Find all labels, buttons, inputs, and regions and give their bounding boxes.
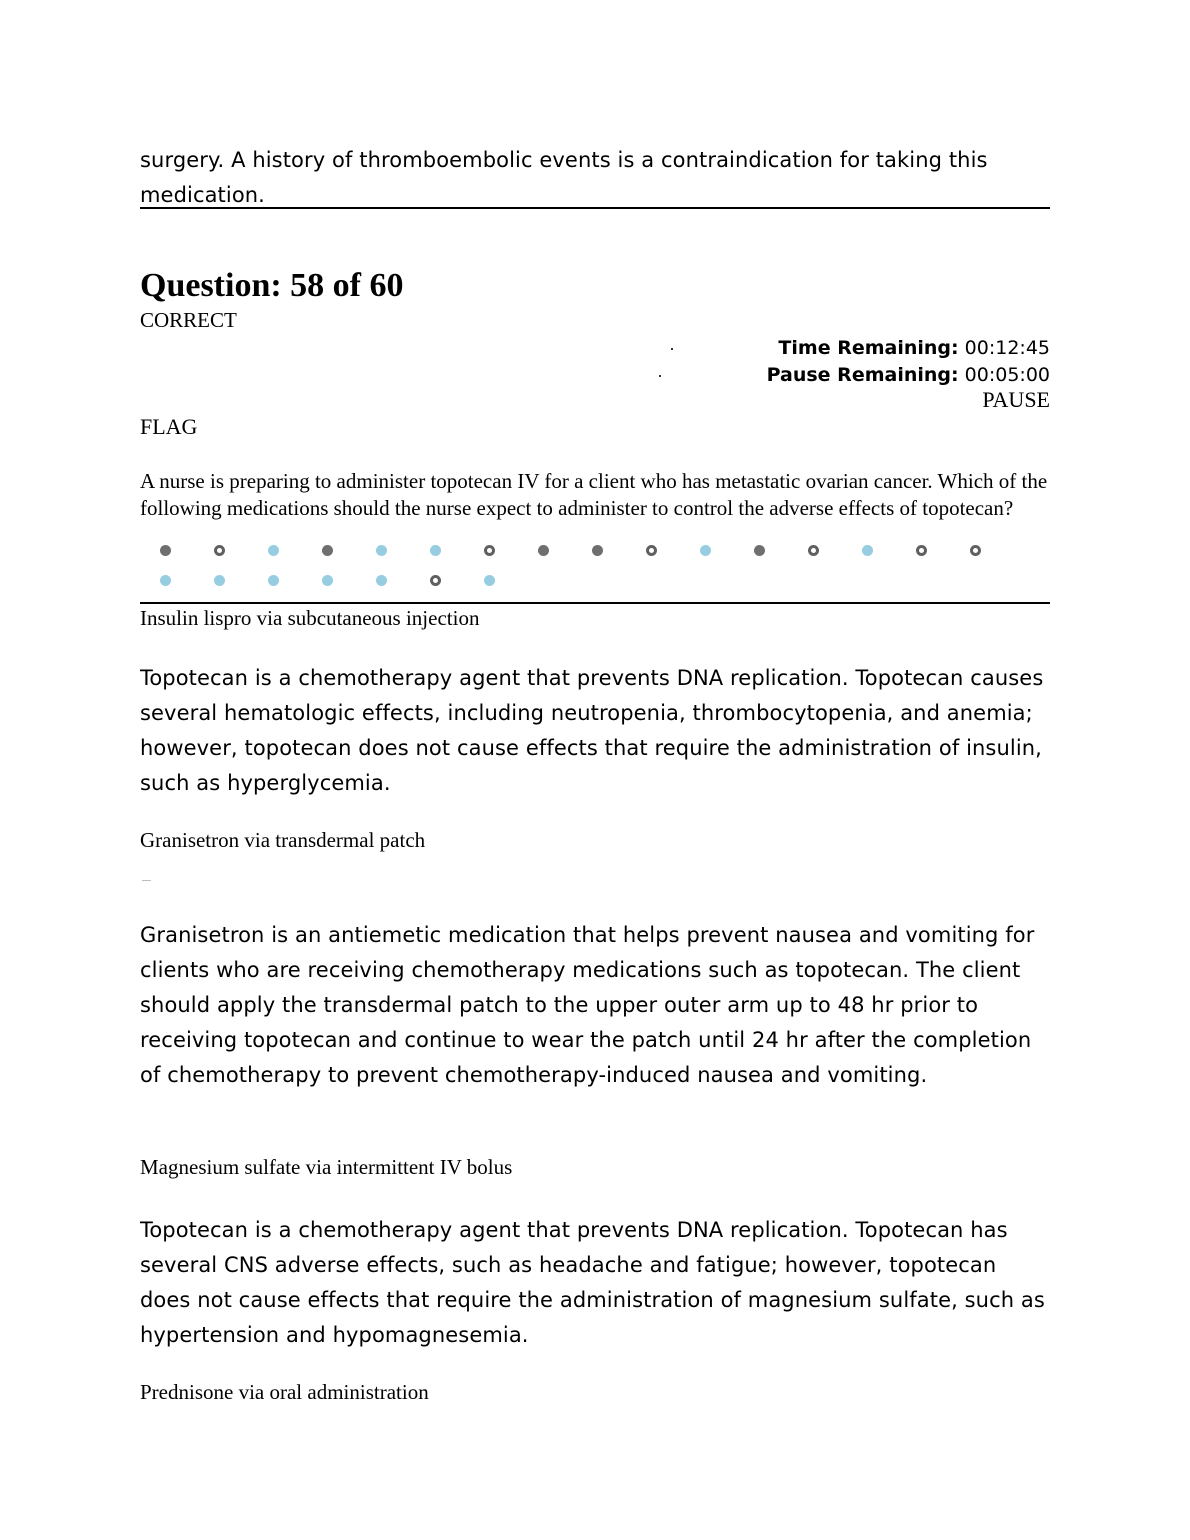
question-nav-dot-6[interactable] <box>430 545 441 556</box>
previous-explanation: surgery. A history of thromboembolic events is a contraindication for taking this medication. <box>140 148 988 207</box>
question-nav-dot-22[interactable] <box>430 575 441 586</box>
option-explanation: Topotecan is a chemotherapy agent that prevents DNA replication. Topotecan causes several hematologic effects, including neutropenia, thrombocytopenia, and anemia; however, topotecan does not cause effects that require the administration of insulin, such as hyperglycemia. <box>140 666 1044 795</box>
time-remaining <box>778 335 1050 361</box>
question-nav-dot-14[interactable] <box>862 545 873 556</box>
question-nav-dot-12[interactable] <box>754 545 765 556</box>
question-nav-dot-20[interactable] <box>322 575 333 586</box>
option-magnesium-sulfate[interactable]: Magnesium sulfate via intermittent IV bolus <box>140 1155 513 1179</box>
question-nav-dot-11[interactable] <box>700 545 711 556</box>
pause-remaining-value: 00:05:00 <box>964 364 1050 386</box>
question-nav-dot-23[interactable] <box>484 575 495 586</box>
question-nav-dot-19[interactable] <box>268 575 279 586</box>
option-explanation: Granisetron is an antiemetic medication that helps prevent nausea and vomiting for clients who are receiving chemotherapy medications such as topotecan. The client should apply the transdermal patch to the upper outer arm up to 48 hr prior to receiving topotecan and continue to wear the patch until 24 hr after the completion of chemotherapy to prevent chemotherapy-induced nausea and vomiting. <box>140 923 1035 1087</box>
pause-button[interactable]: PAUSE <box>982 387 1050 412</box>
question-nav-dot-16[interactable] <box>970 545 981 556</box>
question-text: A nurse is preparing to administer topotecan IV for a client who has metastatic ovarian cancer. Which of the following medications should the nurse expect to administer to control the adverse effects of topotecan? <box>140 469 1048 520</box>
time-remaining-label: Time Remaining: <box>778 337 959 359</box>
question-nav-dot-4[interactable] <box>322 545 333 556</box>
option-prednisone[interactable]: Prednisone via oral administration <box>140 1380 429 1404</box>
question-navigator-row-1 <box>160 545 1030 557</box>
question-nav-dot-13[interactable] <box>808 545 819 556</box>
time-remaining-value: 00:12:45 <box>964 337 1050 359</box>
option-explanation: Topotecan is a chemotherapy agent that prevents DNA replication. Topotecan has several CNS adverse effects, such as headache and fatigue; however, topotecan does not cause effects that require the administration of magnesium sulfate, such as hypertension and hypomagnesemia. <box>140 1218 1045 1347</box>
question-nav-dot-7[interactable] <box>484 545 495 556</box>
pause-marker-dot <box>659 375 661 377</box>
question-nav-dot-8[interactable] <box>538 545 549 556</box>
flag-button[interactable]: FLAG <box>140 414 198 439</box>
option-insulin-lispro[interactable]: Insulin lispro via subcutaneous injection <box>140 606 480 630</box>
question-nav-dot-2[interactable] <box>214 545 225 556</box>
image-placeholder <box>142 880 151 881</box>
question-navigator-row-2 <box>160 575 1030 587</box>
question-nav-dot-3[interactable] <box>268 545 279 556</box>
question-nav-dot-10[interactable] <box>646 545 657 556</box>
pause-remaining <box>767 362 1050 388</box>
question-title: Question: 58 of 60 <box>140 267 404 304</box>
divider <box>140 207 1050 209</box>
question-nav-dot-17[interactable] <box>160 575 171 586</box>
answer-status: CORRECT <box>140 308 237 332</box>
timer-marker-dot <box>671 348 673 350</box>
question-nav-dot-15[interactable] <box>916 545 927 556</box>
question-nav-dot-5[interactable] <box>376 545 387 556</box>
pause-remaining-label: Pause Remaining: <box>766 364 959 386</box>
question-nav-dot-18[interactable] <box>214 575 225 586</box>
option-granisetron[interactable]: Granisetron via transdermal patch <box>140 828 426 852</box>
question-nav-dot-21[interactable] <box>376 575 387 586</box>
question-nav-dot-1[interactable] <box>160 545 171 556</box>
question-nav-dot-9[interactable] <box>592 545 603 556</box>
